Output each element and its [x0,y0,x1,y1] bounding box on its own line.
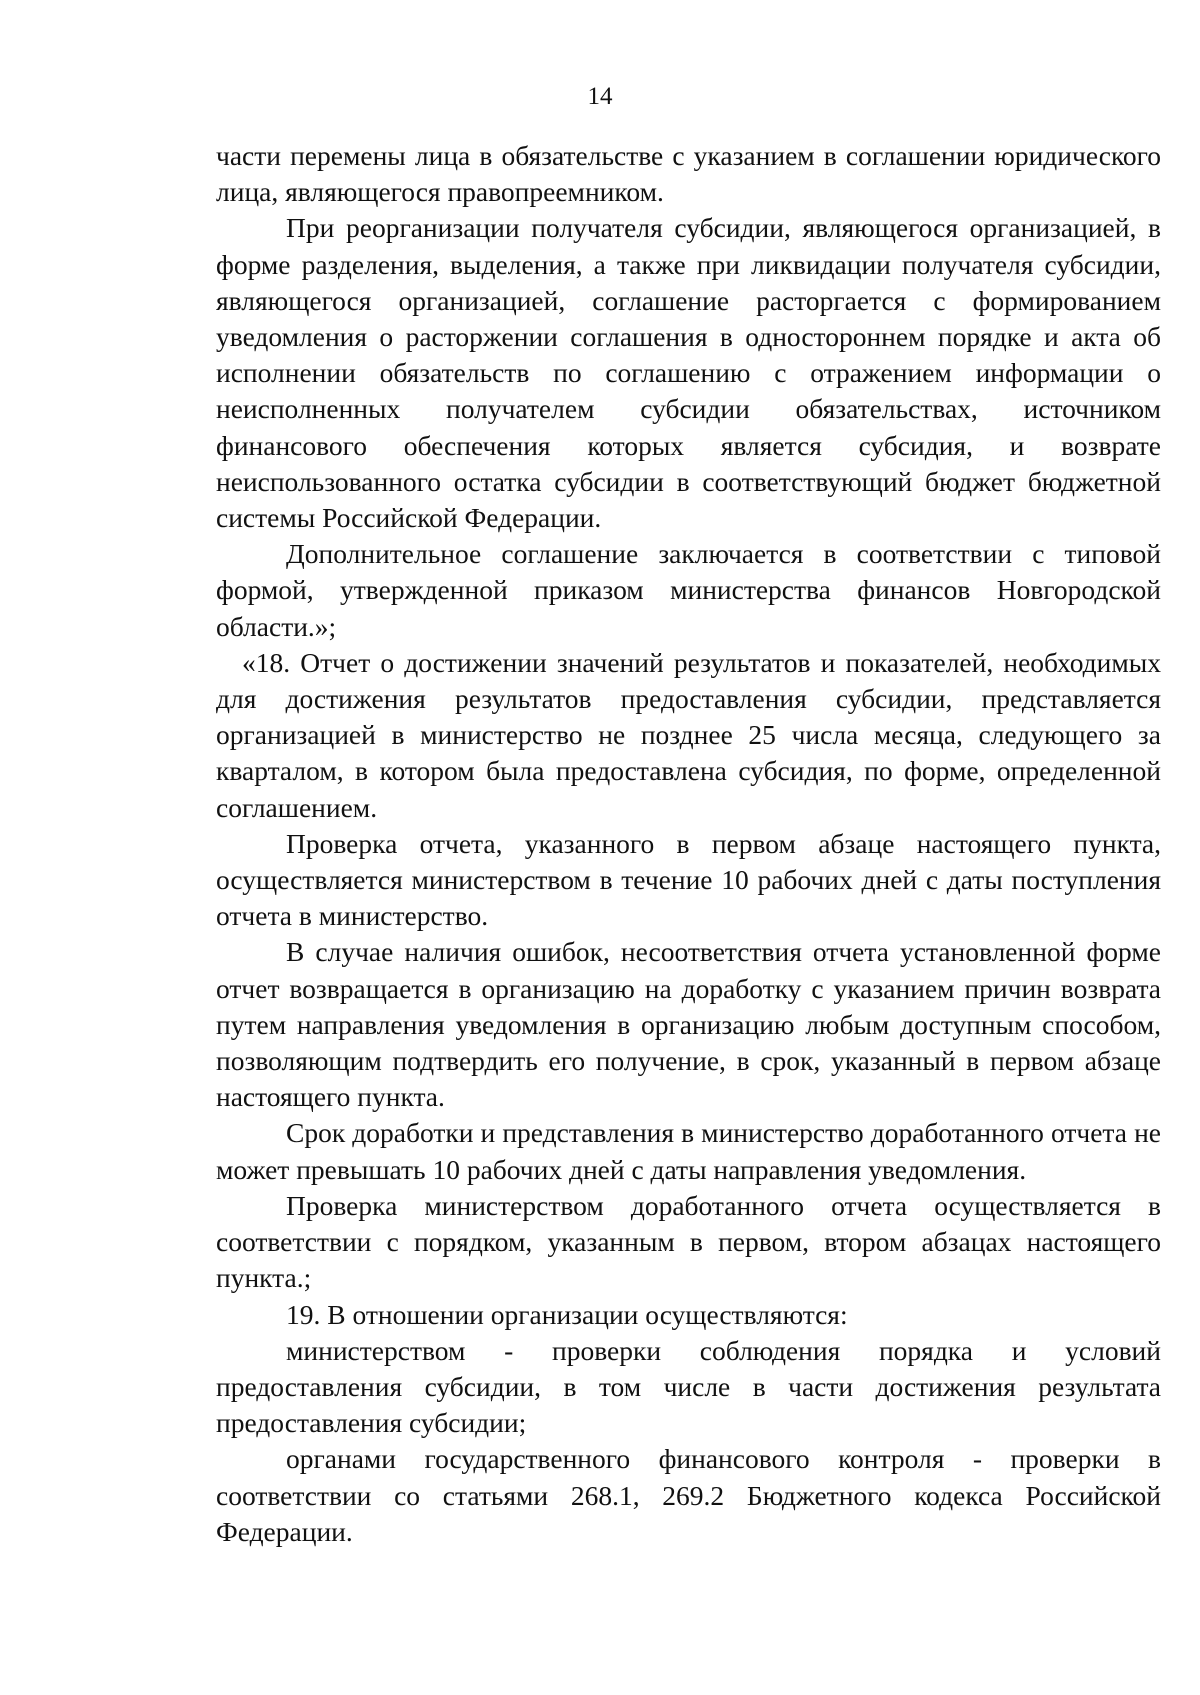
paragraph-reorganization: При реорганизации получателя субсидии, являющегося организацией, в форме разделения, выделения, а также при ликвидации получателя субсидии, являющегося организацией, соглашение расторгается с формированием уведомления о расторжении соглашения в одностороннем порядке и акта об исполнении обязательств по соглашению с отражением информации о неисполненных получателем субсидии обязательствах, источником финансового обеспечения которых является субсидия, и возврате неиспользованного остатка субсидии в соответствующий бюджет бюджетной системы Российской Федерации. [216,212,1161,534]
paragraph-continuation: части перемены лица в обязательстве с указанием в соглашении юридического лица, являющегося правопреемником. [216,140,1161,208]
paragraph-additional-agreement: Дополнительное соглашение заключается в соответствии с типовой формой, утвержденной приказом министерства финансов Новгородской области.»; [216,538,1161,642]
paragraph-revision-deadline: Срок доработки и представления в министерство доработанного отчета не может превышать 10 рабочих дней с даты направления уведомления. [216,1117,1161,1185]
paragraph-ministry-checks: министерством - проверки соблюдения порядка и условий предоставления субсидии, в том числе в части достижения результата предоставления субсидии; [216,1334,1161,1439]
paragraph-control-bodies-checks: органами государственного финансового контроля - проверки в соответствии со статьями 268.1, 269.2 Бюджетного кодекса Российской Федерации. [216,1443,1161,1547]
paragraph-item-18: «18. Отчет о достижении значений результатов и показателей, необходимых для достижения результатов предоставления субсидии, представляется организацией в министерство не позднее 25 числа месяца, следующего за кварталом, в котором была предоставлена субсидия, по форме, определенной соглашением. [216,646,1161,823]
paragraph-report-check: Проверка отчета, указанного в первом абзаце настоящего пункта, осуществляется министерством в течение 10 рабочих дней с даты поступления отчета в министерство. [216,827,1161,932]
document-body [216,138,1161,1550]
paragraph-item-19: 19. В отношении организации осуществляются: [286,1298,848,1330]
paragraph-report-errors: В случае наличия ошибок, несоответствия отчета установленной форме отчет возвращается в организацию на доработку с указанием причин возврата путем направления уведомления в организацию любым доступным способом, позволяющим подтвердить его получение, в срок, указанный в первом абзаце настоящего пункта. [216,936,1161,1113]
paragraph-revised-report-check: Проверка министерством доработанного отчета осуществляется в соответствии с порядком, указанным в первом, втором абзацах настоящего пункта.; [216,1189,1161,1294]
page-number: 14 [587,83,613,110]
